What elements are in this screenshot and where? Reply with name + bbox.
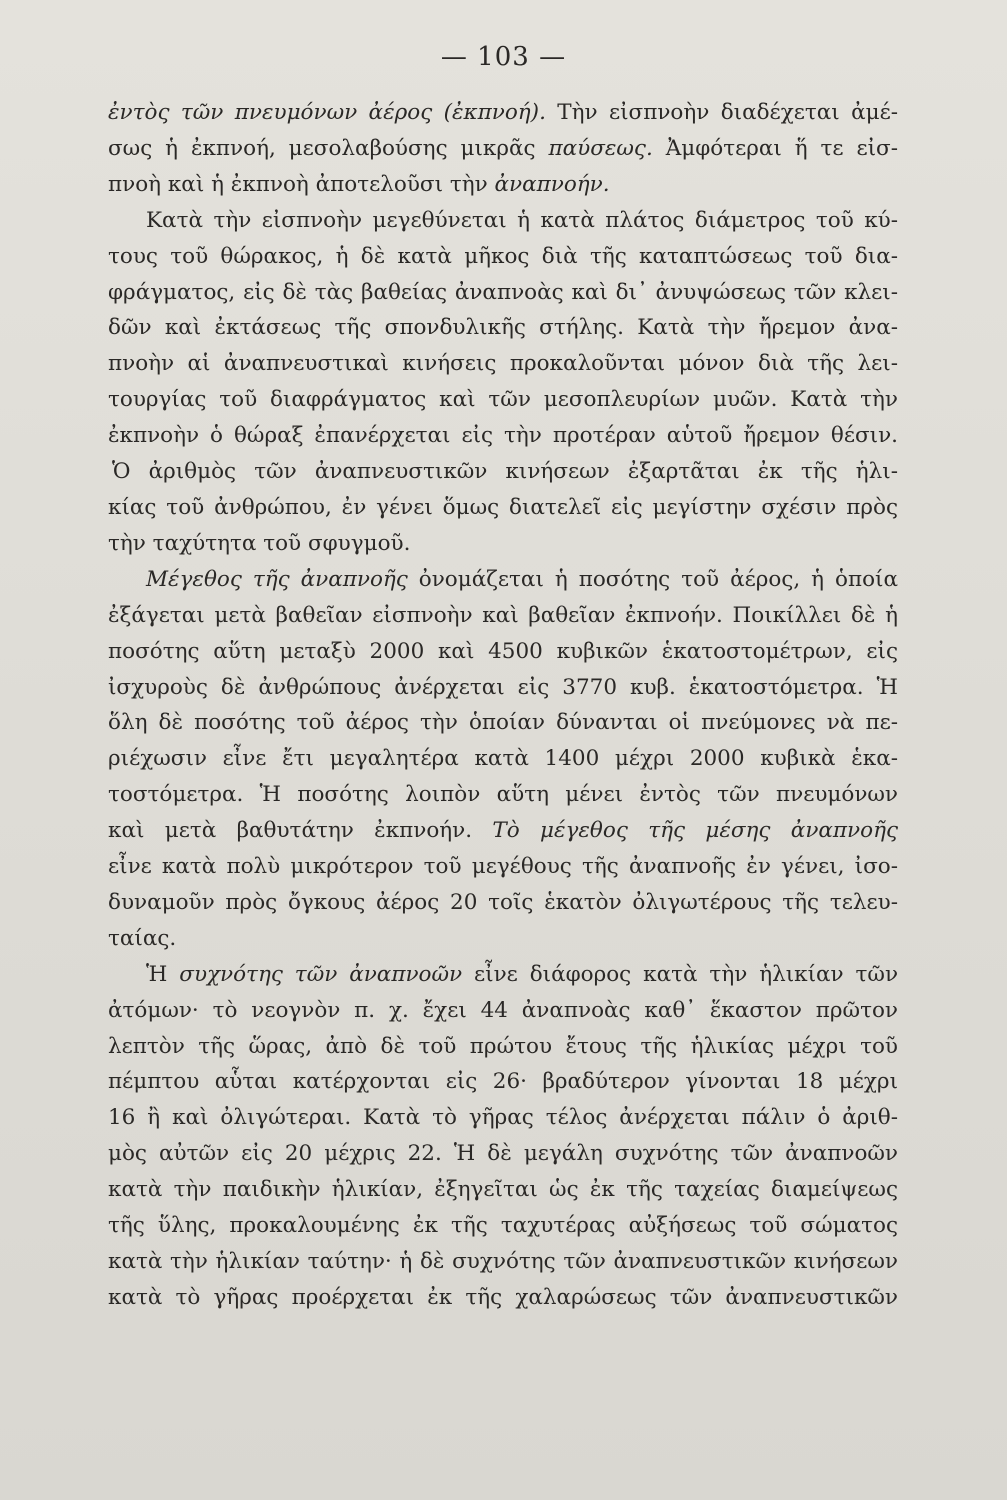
italic-text: συχνότης τῶν ἀναπνοῶν [179, 961, 463, 987]
text-run: Ὁ ἀριθμὸς τῶν ἀναπνευστικῶν κινήσεων ἐξαρτᾶται ἐκ τῆς ἡλι- [112, 459, 898, 485]
italic-text: Τὸ μέγεθος τῆς μέσης ἀναπνοῆς [492, 818, 898, 844]
text-run: πέμπτου αὗται κατέρχονται εἰς 26· βραδύτερον γίνονται 18 μέχρι [108, 1069, 898, 1095]
text-line [108, 167, 898, 203]
text-line [108, 1136, 898, 1172]
text-line [108, 346, 898, 382]
text-run: μὸς αὐτῶν εἰς 20 μέχρις 22. Ἡ δὲ μεγάλη συχνότης τῶν ἀναπνοῶν [108, 1141, 898, 1167]
italic-text: Μέγεθος τῆς ἀναπνοῆς [146, 566, 408, 592]
text-run: ριέχωσιν εἶνε ἔτι μεγαλητέρα κατὰ 1400 μέχρι 2000 κυβικὰ ἑκα- [108, 746, 898, 772]
text-run: κατὰ τὸ γῆρας προέρχεται ἐκ τῆς χαλαρώσεως τῶν ἀναπνευστικῶν [108, 1284, 898, 1310]
text-run: ὀνομάζεται ἡ ποσότης τοῦ ἀέρος, ἡ ὁποία [407, 566, 898, 592]
text-line [108, 562, 898, 598]
text-run: ἰσχυροὺς δὲ ἀνθρώπους ἀνέρχεται εἰς 3770 κυβ. ἑκατοστόμετρα. Ἡ [108, 674, 898, 700]
text-run: κατὰ τὴν ἡλικίαν ταύτην· ἡ δὲ συχνότης τῶν ἀναπνευστικῶν κινήσεων [108, 1249, 898, 1274]
text-run: κίας τοῦ ἀνθρώπου, ἐν γένει ὅμως διατελεῖ εἰς μεγίστην σχέσιν πρὸς [108, 494, 898, 520]
text-run: τῆς ὕλης, προκαλουμένης ἐκ τῆς ταχυτέρας αὐξήσεως τοῦ σώματος [108, 1213, 898, 1239]
text-line [108, 705, 898, 741]
text-run: Κατὰ τὴν εἰσπνοὴν μεγεθύνεται ἡ κατὰ πλάτος διάμετρος τοῦ κύ- [146, 207, 898, 233]
text-line [108, 1172, 898, 1208]
text-line [108, 670, 898, 706]
text-run: ὅλη δὲ ποσότης τοῦ ἀέρος τὴν ὁποίαν δύνανται οἱ πνεύμονες νὰ πε- [108, 710, 898, 736]
text-run: τὴν ταχύτητα τοῦ σφυγμοῦ. [108, 530, 411, 556]
text-run: τους τοῦ θώρακος, ἡ δὲ κατὰ μῆκος διὰ τῆς καταπτώσεως τοῦ δια- [108, 243, 898, 269]
text-line [108, 310, 898, 346]
italic-text: ἀναπνοήν. [494, 171, 610, 197]
text-line [108, 526, 898, 562]
text-line [108, 777, 898, 813]
text-run: Τὴν εἰσπνοὴν διαδέχεται ἀμέ- [545, 100, 898, 125]
text-run: δυναμοῦν πρὸς ὄγκους ἀέρος 20 τοῖς ἑκατὸν ὀλιγωτέρους τῆς τελευ- [108, 889, 898, 915]
text-line [108, 275, 898, 311]
text-line [108, 741, 898, 777]
text-line [108, 95, 898, 131]
text-run: Ἀμφότεραι ἥ τε εἰσ- [652, 135, 898, 161]
text-run: λεπτὸν τῆς ὥρας, ἀπὸ δὲ τοῦ πρώτου ἔτους τῆς ἡλικίας μέχρι τοῦ [108, 1033, 898, 1059]
text-line [108, 1280, 898, 1316]
text-line [108, 203, 898, 239]
text-run: τουργίας τοῦ διαφράγματος καὶ τῶν μεσοπλευρίων μυῶν. Κατὰ τὴν [108, 387, 898, 413]
text-line [108, 418, 898, 454]
text-run: κατὰ τὴν παιδικὴν ἡλικίαν, ἐξηγεῖται ὡς ἐκ τῆς ταχείας διαμείψεως [108, 1177, 898, 1203]
text-run: ἀτόμων· τὸ νεογνὸν π. χ. ἔχει 44 ἀναπνοὰς καθ᾽ ἕκαστον πρῶτον [108, 997, 898, 1023]
text-run: σως ἡ ἐκπνοή, μεσολαβούσης μικρᾶς [108, 135, 549, 161]
text-line [108, 1208, 898, 1244]
text-run: Ἡ [146, 961, 180, 987]
text-run: πνοὴν αἱ ἀναπνευστικαὶ κινήσεις προκαλοῦνται μόνον διὰ τῆς λει- [108, 351, 898, 377]
text-run: δῶν καὶ ἐκτάσεως τῆς σπονδυλικῆς στήλης. Κατὰ τὴν ἤρεμον ἀνα- [108, 315, 898, 341]
text-run: εἶνε διάφορος κατὰ τὴν ἡλικίαν τῶν [462, 961, 899, 987]
text-line [108, 634, 898, 670]
text-line [108, 849, 898, 885]
page-number: — 103 — [440, 42, 567, 72]
text-line [108, 1100, 898, 1136]
text-line [108, 598, 898, 634]
text-line [108, 921, 898, 957]
text-run: φράγματος, εἰς δὲ τὰς βαθείας ἀναπνοὰς καὶ δι᾽ ἀνυψώσεως τῶν κλει- [108, 279, 898, 305]
text-run: ἐξάγεται μετὰ βαθεῖαν εἰσπνοὴν καὶ βαθεῖαν ἐκπνοήν. Ποικίλλει δὲ ἡ [108, 602, 898, 628]
text-run: ποσότης αὕτη μεταξὺ 2000 καὶ 4500 κυβικῶν ἑκατοστομέτρων, εἰς [108, 638, 898, 664]
text-run: εἶνε κατὰ πολὺ μικρότερον τοῦ μεγέθους τῆς ἀναπνοῆς ἐν γένει, ἰσο- [108, 854, 898, 880]
text-run: ἐκπνοὴν ὁ θώραξ ἐπανέρχεται εἰς τὴν προτέραν αὑτοῦ ἤρεμον θέσιν. [108, 423, 898, 449]
text-run: ταίας. [108, 925, 177, 951]
text-run: καὶ μετὰ βαθυτάτην ἐκπνοήν. [108, 818, 493, 844]
text-line [108, 957, 898, 993]
text-line [108, 1029, 898, 1065]
body-text [108, 95, 898, 1316]
text-line [108, 1064, 898, 1100]
text-line [108, 239, 898, 275]
text-run: 16 ἢ καὶ ὀλιγώτεραι. Κατὰ τὸ γῆρας τέλος ἀνέρχεται πάλιν ὁ ἀριθ- [108, 1105, 898, 1131]
text-line [108, 885, 898, 921]
text-run: πνοὴ καὶ ἡ ἐκπνοὴ ἀποτελοῦσι τὴν [108, 171, 495, 197]
text-run: τοστόμετρα. Ἡ ποσότης λοιπὸν αὕτη μένει ἐντὸς τῶν πνευμόνων [108, 782, 898, 808]
italic-text: ἐντὸς τῶν πνευμόνων ἀέρος (ἐκπνοή). [108, 100, 546, 125]
italic-text: παύσεως. [548, 135, 653, 161]
text-line [108, 490, 898, 526]
text-line [108, 813, 898, 849]
text-line [108, 131, 898, 167]
text-line [108, 993, 898, 1029]
text-line [108, 454, 898, 490]
text-line [108, 382, 898, 418]
text-line [108, 1244, 898, 1280]
